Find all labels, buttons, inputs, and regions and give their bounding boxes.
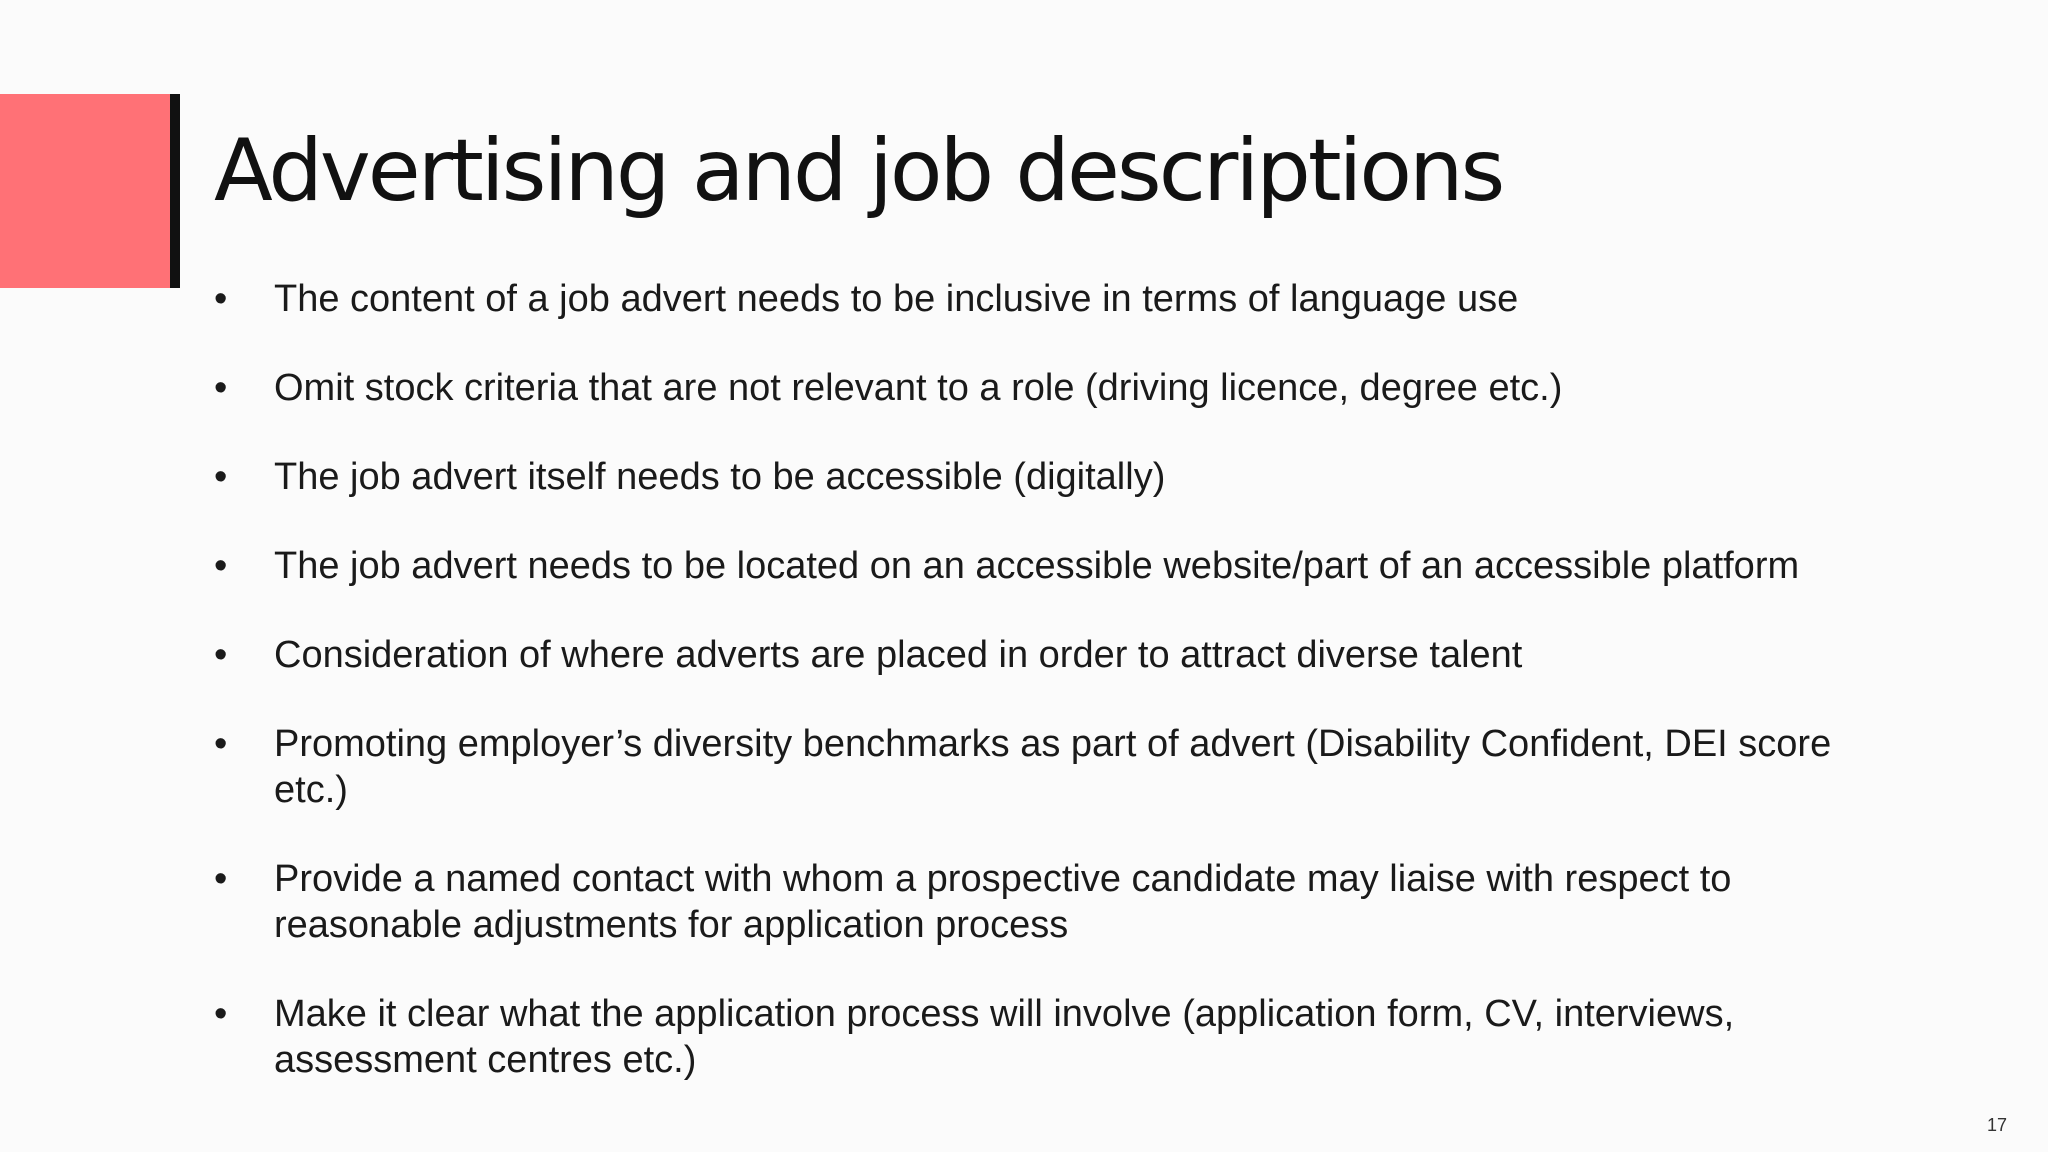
accent-block [0,94,170,288]
bullet-text: The job advert itself needs to be accessible (digitally) [274,456,1166,498]
bullet-text: Omit stock criteria that are not relevant to a role (driving licence, degree etc.) [274,367,1563,409]
bullet-item [214,276,1874,322]
bullet-item [214,632,1874,678]
bullet-text: Consideration of where adverts are placed in order to attract diverse talent [274,634,1523,676]
bullet-icon: • [214,858,228,900]
bullet-text: The content of a job advert needs to be inclusive in terms of language use [274,278,1519,320]
bullet-icon: • [214,634,228,676]
bullet-icon: • [214,278,228,320]
bullet-item [214,991,1874,1083]
page-number: 17 [1986,1115,2007,1135]
bullet-icon: • [214,993,228,1035]
bullet-text: The job advert needs to be located on an accessible website/part of an accessible platform [274,545,1800,587]
bullet-icon: • [214,723,228,765]
bullet-text: Make it clear what the application process will involve (application form, CV, interviews, assessment centres etc.) [274,993,1735,1081]
bullet-text: Promoting employer’s diversity benchmarks as part of advert (Disability Confident, DEI score etc.) [274,723,1832,811]
bullet-icon: • [214,367,228,409]
accent-bar [170,94,180,288]
bullet-list [214,276,1874,1126]
bullet-item [214,454,1874,500]
bullet-item [214,856,1874,948]
slide-title: Advertising and job descriptions [214,121,1503,221]
bullet-text: Provide a named contact with whom a prospective candidate may liaise with respect to reasonable adjustments for application process [274,858,1732,946]
bullet-icon: • [214,545,228,587]
bullet-item [214,721,1874,813]
bullet-item [214,365,1874,411]
bullet-item [214,543,1874,589]
bullet-icon: • [214,456,228,498]
